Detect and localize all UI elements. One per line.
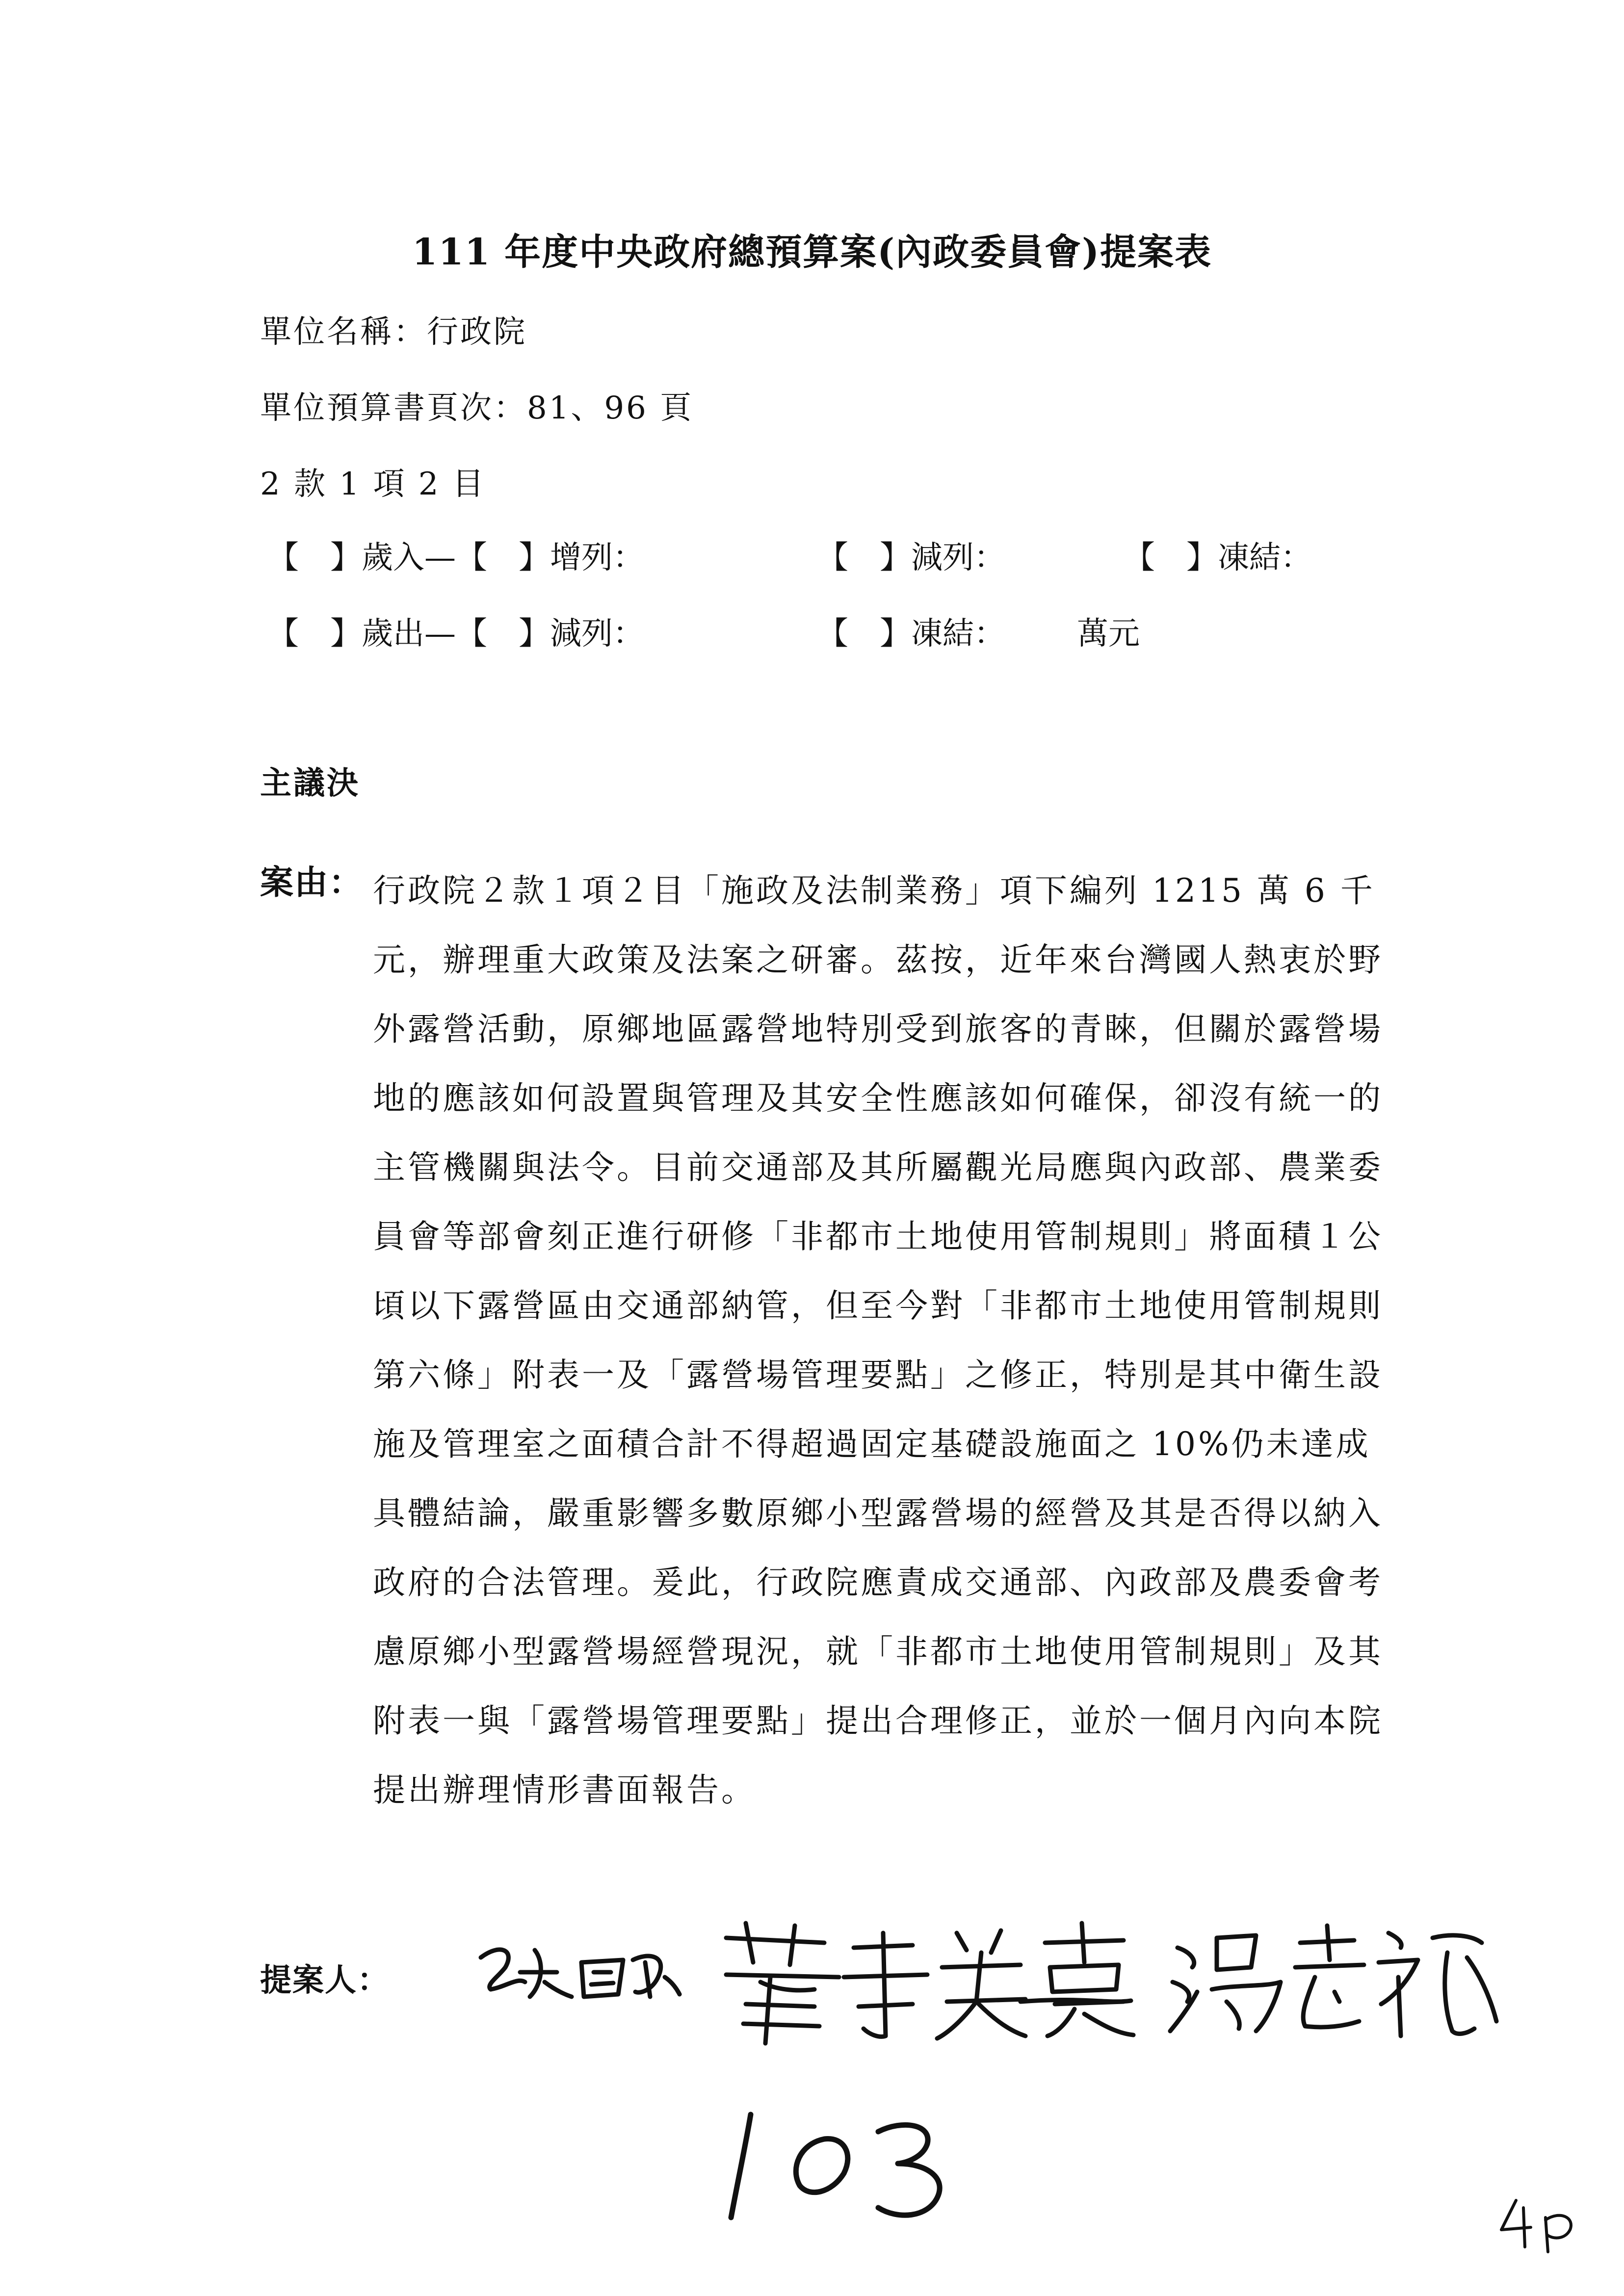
revenue-freeze-field: 【 】凍結： bbox=[1124, 540, 1312, 576]
handwritten-number-103 bbox=[711, 2105, 986, 2222]
case-reason-label: 案由： bbox=[260, 863, 364, 902]
item-code-line: 2 款 1 項 2 目 bbox=[260, 466, 486, 502]
expenditure-freeze-field: 【 】凍結： bbox=[817, 616, 1005, 652]
document-title: 111 年度中央政府總預算案(內政委員會)提案表 bbox=[412, 231, 1212, 273]
budget-page-line: 單位預算書頁次：81、96 頁 bbox=[260, 390, 694, 426]
expenditure-decrease-field: 【 】歲出—【 】減列： bbox=[267, 616, 644, 652]
unit-name-line: 單位名稱：行政院 bbox=[260, 314, 527, 350]
handwritten-signatures bbox=[471, 1904, 1521, 2061]
revenue-decrease-field: 【 】減列： bbox=[817, 540, 1005, 576]
amount-unit: 萬元 bbox=[1077, 616, 1140, 652]
main-resolution-heading: 主議決 bbox=[260, 765, 360, 802]
proposer-label: 提案人： bbox=[260, 1962, 390, 1999]
handwritten-page-mark bbox=[1496, 2193, 1580, 2257]
case-reason-text: 行政院２款１項２目「施政及法制業務」項下編列 1215 萬 6 千元，辦理重大政策及法案之研審。茲按，近年來台灣國人熱衷於野外露營活動，原鄉地區露營地特別受到旅客的青睞，但關於露營場地的應該如何設置與管理及其安全性應該如何確保，卻沒有統一的主管機關與法令。目前交通部及其所屬觀光局應與內政部、農業委員會等部會刻正進行研修「非都市土地使用管制規則」將面積１公頃以下露營區由交通部納管，但至今對「非都市土地使用管制規則第六條」附表一及「露營場管理要點」之修正，特別是其中衛生設施及管理室之面積合計不得超過固定基礎設施面之 10%仍未達成具體結論，嚴重影響多數原鄉小型露營場的經營及其是否得以納入政府的合法管理。爰此，行政院應責成交通部、內政部及農委會考慮原鄉小型露營場經營現況，就「非都市土地使用管制規則」及其附表一與「露營場管理要點」提出合理修正，並於一個月內向本院提出辦理情形書面報告。 bbox=[373, 872, 1383, 1809]
revenue-increase-field: 【 】歲入—【 】增列： bbox=[267, 540, 644, 576]
